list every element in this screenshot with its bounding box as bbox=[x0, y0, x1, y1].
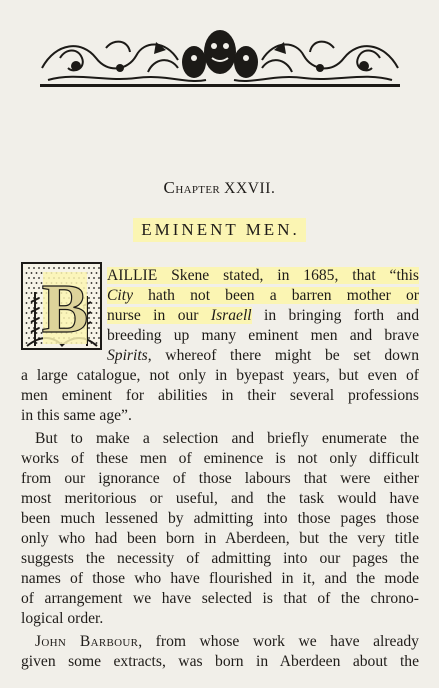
text-run: , whereof there might be set down bbox=[147, 347, 419, 364]
drop-cap-letter: B bbox=[41, 271, 89, 348]
ornamental-headpiece bbox=[36, 22, 404, 94]
text-run: But to make a selection and briefly enumerate the bbox=[35, 430, 419, 447]
text-run: in bringing forth and bbox=[251, 307, 419, 324]
text-line bbox=[21, 366, 419, 386]
text-run: from our ignorance of those labours that were either bbox=[21, 470, 419, 487]
drop-cap-b bbox=[21, 262, 102, 350]
text-line bbox=[21, 489, 419, 509]
text-run: a large catalogue, not only in byepast years, but even of bbox=[21, 367, 419, 384]
text-line bbox=[21, 589, 419, 609]
text-line bbox=[21, 529, 419, 549]
text-run: nurse in our bbox=[107, 307, 211, 324]
italic-text: City bbox=[107, 287, 133, 304]
text-run: works of these men of eminence is not only difficult bbox=[21, 450, 419, 467]
text-line bbox=[21, 509, 419, 529]
text-run: AILLIE Skene stated, in 1685, that “this bbox=[107, 267, 419, 284]
chapter-number: XXVII. bbox=[224, 180, 276, 197]
text-line bbox=[107, 346, 419, 366]
text-line bbox=[107, 266, 419, 286]
text-run: men eminent for abilities in their several professions bbox=[21, 387, 419, 404]
text-run: in this same age”. bbox=[21, 407, 132, 424]
text-line bbox=[35, 429, 419, 449]
text-run: suggests the necessity of admitting into our pages the bbox=[21, 550, 419, 567]
text-run: most meritorious or useful, and the task would have bbox=[21, 490, 419, 507]
text-line bbox=[107, 306, 419, 326]
text-run: logical order. bbox=[21, 610, 104, 627]
chapter-prefix-initial: C bbox=[163, 178, 176, 197]
text-run: of arrangement we have selected is that of the chrono- bbox=[21, 590, 419, 607]
text-line bbox=[107, 286, 419, 306]
text-line bbox=[21, 469, 419, 489]
text-run: given some extracts, was born in Aberdeen about the bbox=[21, 653, 419, 670]
text-run: only who had been born in Aberdeen, but the very title bbox=[21, 530, 419, 547]
text-line bbox=[21, 569, 419, 589]
italic-text: Spirits bbox=[107, 347, 148, 364]
chapter-heading bbox=[0, 178, 439, 198]
text-line bbox=[21, 652, 419, 672]
chapter-title: EMINENT MEN. bbox=[133, 218, 305, 242]
text-line bbox=[21, 449, 419, 469]
chapter-prefix-rest: hapter bbox=[175, 180, 225, 197]
text-line bbox=[21, 386, 419, 406]
text-line bbox=[35, 632, 419, 652]
text-line bbox=[107, 326, 419, 346]
text-run: , from whose work we have already bbox=[138, 633, 419, 650]
text-run: been much lessened by admitting into those pages those bbox=[21, 510, 419, 527]
small-caps-name: John Barbour bbox=[35, 633, 139, 650]
text-run: breeding up many eminent men and brave bbox=[107, 327, 419, 344]
text-line bbox=[21, 549, 419, 569]
italic-text: Israell bbox=[210, 307, 252, 324]
text-run: names of those who have flourished in it, and the mode bbox=[21, 570, 419, 587]
text-run: hath not been a barren mother or bbox=[133, 287, 419, 304]
text-line bbox=[21, 406, 132, 426]
text-line bbox=[21, 609, 103, 629]
